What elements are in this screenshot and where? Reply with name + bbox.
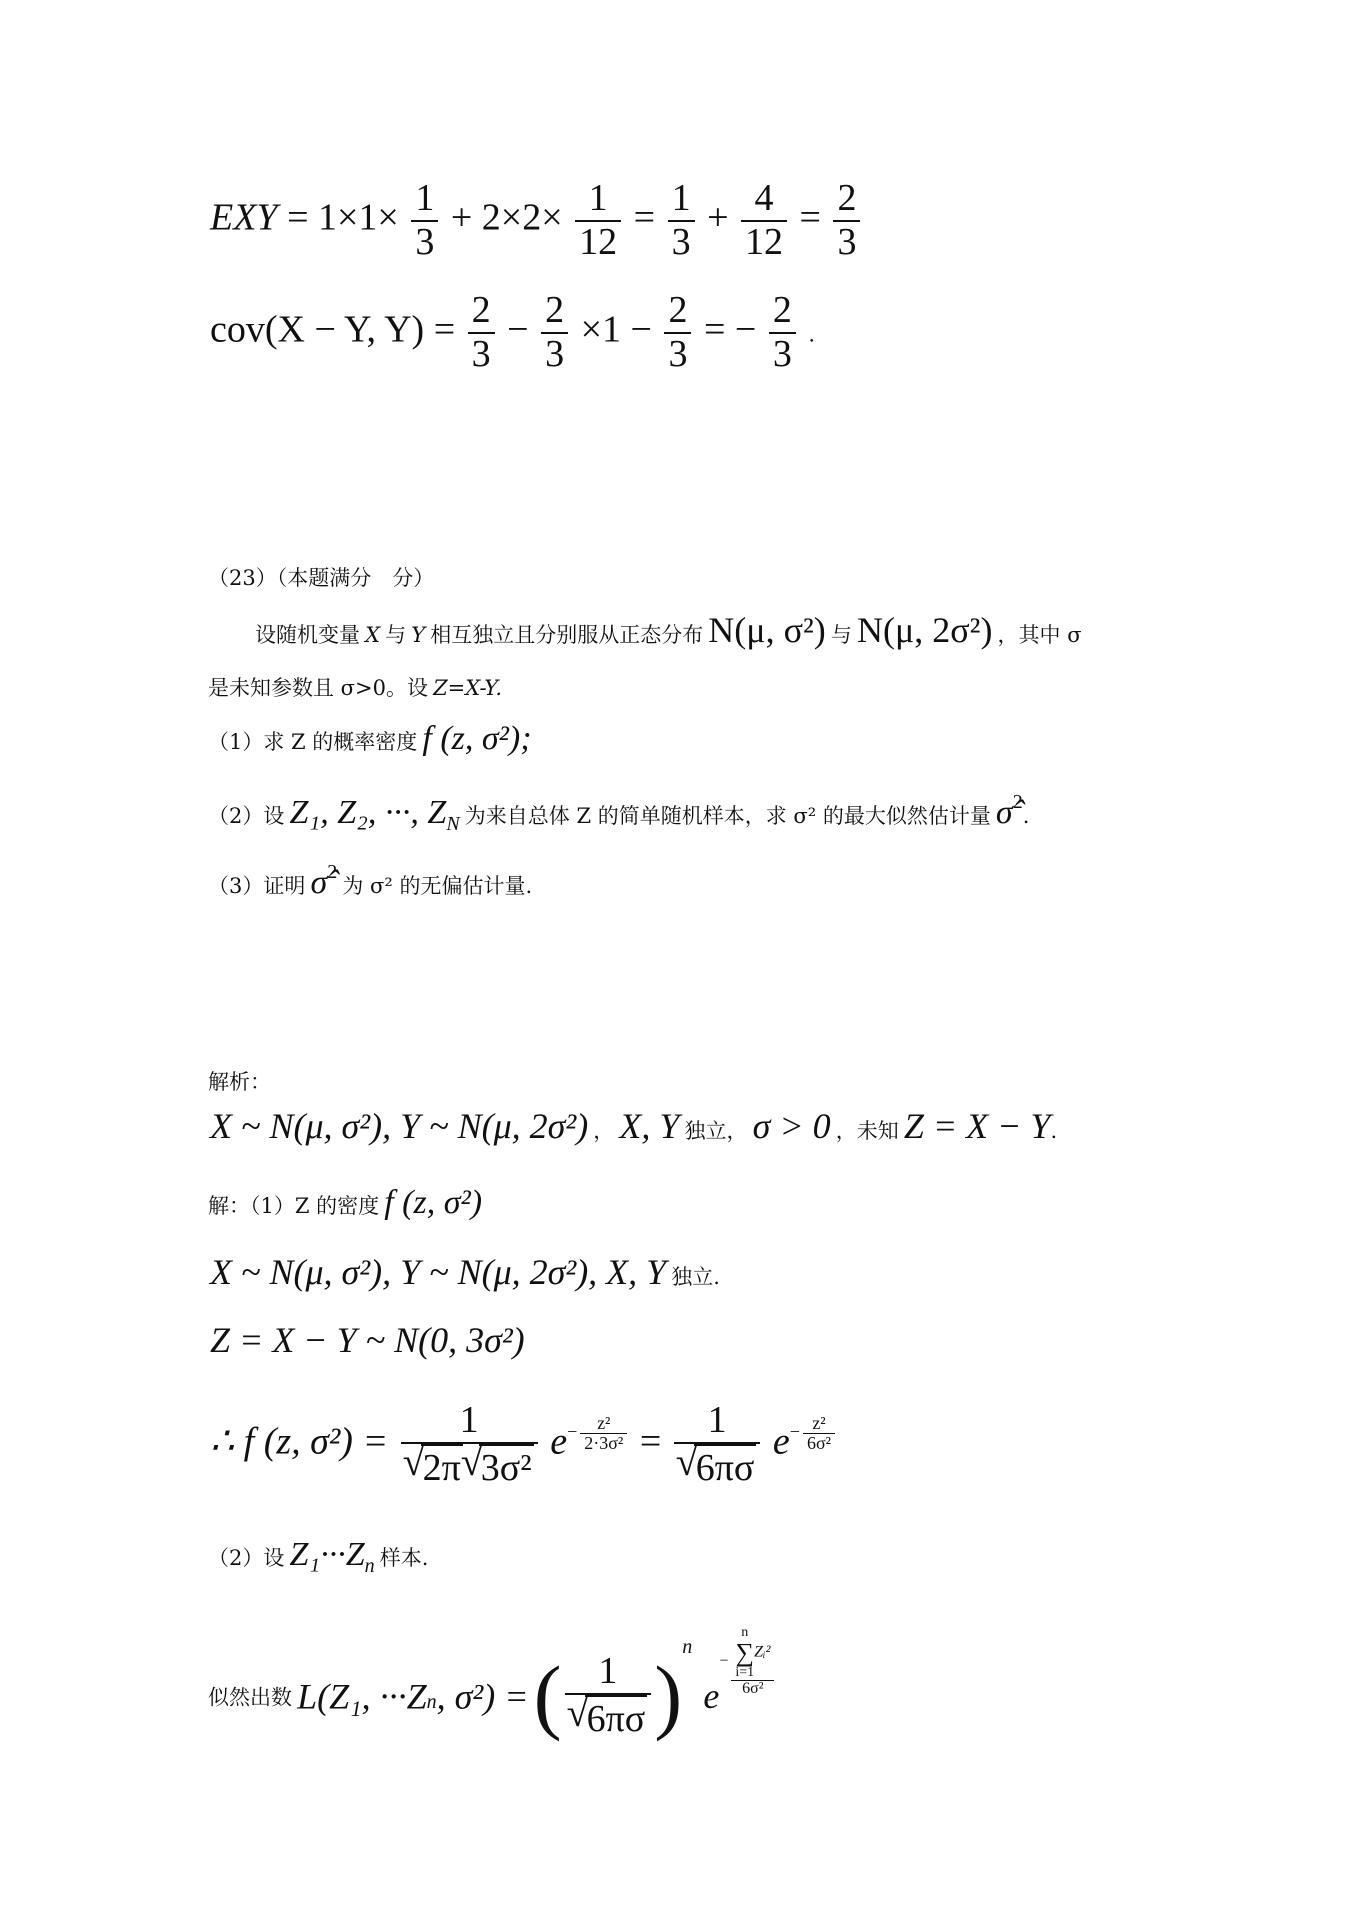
plus-sign: + xyxy=(707,196,729,239)
fraction-1-12: $\frac{1}{12}$ xyxy=(575,178,621,264)
problem-heading: （23）（本题满分 分） xyxy=(208,566,435,590)
question-1: （1）求 Z 的概率密度 f (z, σ²); xyxy=(208,720,532,757)
equals-minus: = − xyxy=(703,308,757,351)
minus-sign: − xyxy=(507,308,529,351)
cov-mid: ×1 − xyxy=(580,308,652,351)
solution-line-3: X ~ N(μ, σ²), Y ~ N(μ, 2σ²), X, Y 独立. xyxy=(210,1252,720,1292)
likelihood-exponent: − n ∑ i=1Zᵢ² 6σ² xyxy=(719,1626,777,1698)
density-formula: ∴ f (z, σ²) = 1 √ 2π√ 3σ² e− $\frac{\text{z²}}{\text{2·3σ²}}$ = 1 √ 6πσ e− $\frac{\text{z²}}{\text{6σ²}}$ xyxy=(210,1400,838,1490)
solution-line-4: Z = X − Y ~ N(0, 3σ²) xyxy=(210,1320,525,1360)
solution-line-2: 解：（1）Z 的密度 f (z, σ²) xyxy=(208,1184,483,1221)
fraction-c1: $\frac{2}{3}$ xyxy=(468,290,495,376)
fraction-c3: $\frac{2}{3}$ xyxy=(664,290,691,376)
cov-equation xyxy=(210,290,815,376)
normal-dist-1: N(μ, σ²) xyxy=(708,610,826,650)
exponent-1: − $\frac{\text{z²}}{\text{2·3σ²}}$ xyxy=(567,1414,630,1453)
fraction-2-3: $\frac{2}{3}$ xyxy=(833,178,860,264)
cov-lhs: cov(X − Y, Y) = xyxy=(210,308,456,351)
problem-line-2: 是未知参数且 σ>0。设 Z=X-Y. xyxy=(208,676,503,700)
exy-equation xyxy=(210,178,863,264)
solution-line-1: X ~ N(μ, σ²), Y ~ N(μ, 2σ²) ， X, Y 独立， σ > 0 ，未知 Z = X − Y. xyxy=(210,1106,1058,1146)
likelihood-fraction: 1 √ 6πσ xyxy=(565,1651,652,1741)
solution-label: 解析： xyxy=(208,1070,271,1094)
normal-dist-2: N(μ, 2σ²) xyxy=(856,610,993,650)
problem-line-1: 设随机变量 X 与 Y 相互独立且分别服从正态分布 N(μ, σ²) 与 N(μ, 2σ²) ，其中 σ xyxy=(255,610,1082,650)
equals-sign: = xyxy=(799,196,821,239)
likelihood-formula: 似然出数 L(Z₁, ···Zn, σ²) = ( 1 √ 6πσ )n e− n ∑ i=1Zᵢ² 6σ² xyxy=(208,1626,777,1741)
fraction-4-12: $\frac{4}{12}$ xyxy=(741,178,787,264)
period: . xyxy=(808,322,816,347)
fraction-c2: $\frac{2}{3}$ xyxy=(541,290,568,376)
density-fraction-1: 1 √ 2π√ 3σ² xyxy=(401,1400,538,1490)
fraction-c4: $\frac{2}{3}$ xyxy=(769,290,796,376)
question-2: （2）设 Z₁, Z₂, ···, ZN 为来自总体 Z 的简单随机样本，求 σ² 的最大似然估计量 σ̂2. xyxy=(208,791,1030,835)
solution-line-6: （2）设 Z₁···Zn 样本. xyxy=(208,1536,429,1577)
exponent-2: − $\frac{\text{z²}}{\text{6σ²}}$ xyxy=(790,1414,838,1453)
equals-sign: = xyxy=(633,196,656,239)
fraction-1-3: $\frac{1}{3}$ xyxy=(411,178,438,264)
density-fraction-2: 1 √ 6πσ xyxy=(674,1400,761,1490)
exy-term1: = 1×1× xyxy=(287,196,399,239)
exy-term2: + 2×2× xyxy=(450,196,563,239)
exy-lhs: EXY xyxy=(210,196,278,239)
fraction-1-3b: $\frac{1}{3}$ xyxy=(668,178,695,264)
question-3: （3）证明 σ̂2 为 σ² 的无偏估计量. xyxy=(208,861,533,901)
